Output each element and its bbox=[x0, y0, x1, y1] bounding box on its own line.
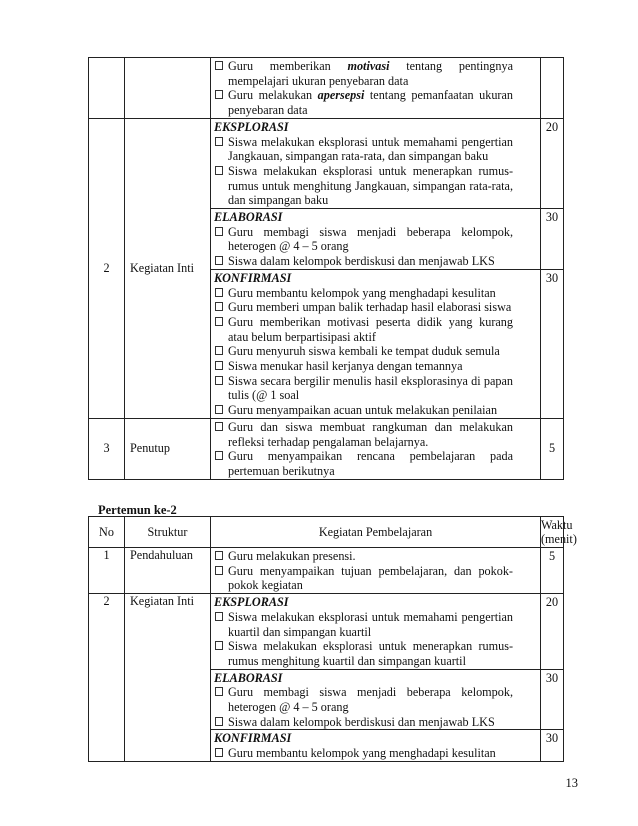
cell-kegiatan bbox=[211, 269, 541, 418]
checkbox-bullet-icon bbox=[215, 551, 223, 560]
cell-struktur: Kegiatan Inti bbox=[125, 594, 211, 762]
activity-item bbox=[214, 420, 513, 449]
activity-item bbox=[214, 374, 513, 403]
activity-item bbox=[214, 715, 513, 730]
checkbox-bullet-icon bbox=[215, 256, 223, 265]
cell-waktu: 30 bbox=[541, 669, 564, 730]
checkbox-bullet-icon bbox=[215, 641, 223, 650]
checkbox-bullet-icon bbox=[215, 566, 223, 575]
activity-item bbox=[214, 610, 513, 639]
cell-kegiatan bbox=[211, 418, 541, 479]
cell-kegiatan bbox=[211, 209, 541, 270]
table-row bbox=[89, 594, 564, 670]
activity-text: Guru membagi siswa menjadi beberapa kelompok, heterogen @ 4 – 5 orang bbox=[228, 685, 513, 715]
table-header-row bbox=[89, 517, 564, 548]
checkbox-bullet-icon bbox=[215, 90, 223, 99]
activity-item bbox=[214, 403, 513, 418]
activity-item bbox=[214, 59, 513, 88]
cell-no: 2 bbox=[89, 118, 125, 418]
activity-text: Siswa melakukan eksplorasi untuk menerapkan rumus-rumus menghitung kuartil dan simpangan kuartil bbox=[228, 639, 513, 668]
header-kegiatan: Kegiatan Pembelajaran bbox=[211, 517, 541, 548]
activity-text: Guru menyampaikan tujuan pembelajaran, dan pokok-pokok kegiatan bbox=[228, 563, 513, 593]
checkbox-bullet-icon bbox=[215, 302, 223, 311]
checkbox-bullet-icon bbox=[215, 227, 223, 236]
checkbox-bullet-icon bbox=[215, 748, 223, 757]
activity-text: Siswa dalam kelompok berdiskusi dan menjawab LKS bbox=[228, 714, 495, 729]
table-row bbox=[89, 548, 564, 594]
table-row bbox=[89, 58, 564, 119]
activity-text: Guru memberi umpan balik terhadap hasil elaborasi siswa bbox=[228, 300, 512, 315]
activity-text: Guru menyuruh siswa kembali ke tempat duduk semula bbox=[228, 344, 500, 359]
activity-item bbox=[214, 300, 513, 315]
cell-no: 1 bbox=[89, 548, 125, 594]
cell-struktur bbox=[125, 58, 211, 119]
phase-label: ELABORASI bbox=[214, 670, 283, 685]
activity-text: Siswa dalam kelompok berdiskusi dan menjawab LKS bbox=[228, 254, 495, 269]
activity-item bbox=[214, 254, 513, 269]
phase-label: KONFIRMASI bbox=[214, 270, 292, 285]
checkbox-bullet-icon bbox=[215, 376, 223, 385]
cell-no bbox=[89, 58, 125, 119]
checkbox-bullet-icon bbox=[215, 137, 223, 146]
cell-kegiatan bbox=[211, 669, 541, 730]
cell-kegiatan bbox=[211, 118, 541, 208]
checkbox-bullet-icon bbox=[215, 451, 223, 460]
checkbox-bullet-icon bbox=[215, 317, 223, 326]
activity-text: Siswa melakukan eksplorasi untuk menerapkan rumus-rumus untuk menghitung Jangkauan, simpangan rata-rata, dan simpangan baku bbox=[228, 163, 513, 208]
phase-label: KONFIRMASI bbox=[214, 731, 292, 746]
activity-text: Guru membantu kelompok yang menghadapi kesulitan bbox=[228, 285, 496, 300]
checkbox-bullet-icon bbox=[215, 687, 223, 696]
activity-item bbox=[214, 639, 513, 668]
checkbox-bullet-icon bbox=[215, 717, 223, 726]
activity-text: Siswa secara bergilir menulis hasil eksplorasinya di papan tulis (@ 1 soal bbox=[228, 373, 513, 403]
activity-item bbox=[214, 344, 513, 359]
activity-text: Guru membagi siswa menjadi beberapa kelompok, heterogen @ 4 – 5 orang bbox=[228, 224, 513, 254]
cell-waktu: 20 bbox=[541, 118, 564, 208]
cell-struktur: Penutup bbox=[125, 418, 211, 479]
cell-waktu: 20 bbox=[541, 594, 564, 670]
cell-waktu: 30 bbox=[541, 269, 564, 418]
header-waktu: Waktu (menit) bbox=[541, 518, 577, 546]
activity-text: Guru membantu kelompok yang menghadapi kesulitan bbox=[228, 746, 496, 761]
activity-text: Guru melakukan apersepsi tentang pemanfaatan ukuran penyebaran data bbox=[228, 88, 513, 118]
activity-text: Siswa melakukan eksplorasi untuk memahami pengertian Jangkauan, simpangan rata-rata, dan simpangan baku bbox=[228, 134, 513, 164]
table-row bbox=[89, 418, 564, 479]
activity-text: Siswa menukar hasil kerjanya dengan temannya bbox=[228, 359, 463, 374]
cell-no: 3 bbox=[89, 418, 125, 479]
cell-waktu: 30 bbox=[541, 730, 564, 761]
activity-item bbox=[214, 449, 513, 478]
cell-kegiatan bbox=[211, 548, 541, 594]
cell-waktu: 5 bbox=[541, 548, 564, 594]
checkbox-bullet-icon bbox=[215, 166, 223, 175]
cell-waktu: 30 bbox=[541, 209, 564, 270]
header-no: No bbox=[89, 517, 125, 548]
phase-label: EKSPLORASI bbox=[214, 595, 289, 610]
checkbox-bullet-icon bbox=[215, 61, 223, 70]
activity-text: Guru melakukan presensi. bbox=[228, 549, 356, 563]
checkbox-bullet-icon bbox=[215, 346, 223, 355]
cell-waktu bbox=[541, 58, 564, 119]
activity-item bbox=[214, 315, 513, 344]
activity-item bbox=[214, 685, 513, 714]
activity-text: Guru memberikan motivasi peserta didik yang kurang atau belum berpartisipasi aktif bbox=[228, 314, 513, 344]
activity-item bbox=[214, 225, 513, 254]
checkbox-bullet-icon bbox=[215, 405, 223, 414]
activity-text: Guru menyampaikan rencana pembelajaran pada pertemuan berikutnya bbox=[228, 449, 513, 478]
activity-item bbox=[214, 286, 513, 301]
section-title: Pertemun ke-2 bbox=[98, 503, 177, 517]
checkbox-bullet-icon bbox=[215, 288, 223, 297]
activity-item bbox=[214, 88, 513, 117]
phase-label: ELABORASI bbox=[214, 210, 283, 225]
checkbox-bullet-icon bbox=[215, 361, 223, 370]
cell-waktu: 5 bbox=[541, 418, 564, 479]
phase-label: EKSPLORASI bbox=[214, 119, 289, 134]
header-struktur: Struktur bbox=[125, 517, 211, 548]
page-number: 13 bbox=[565, 776, 578, 790]
lesson-table-meeting-2 bbox=[88, 516, 577, 762]
activity-text: Siswa melakukan eksplorasi untuk memahami pengertian kuartil dan simpangan kuartil bbox=[228, 609, 513, 639]
cell-kegiatan bbox=[211, 730, 541, 761]
activity-item bbox=[214, 746, 513, 761]
table-row bbox=[89, 118, 564, 208]
activity-text: Guru menyampaikan acuan untuk melakukan penilaian bbox=[228, 403, 498, 418]
checkbox-bullet-icon bbox=[215, 612, 223, 621]
cell-kegiatan bbox=[211, 594, 541, 670]
activity-item bbox=[214, 135, 513, 164]
activity-text: Guru dan siswa membuat rangkuman dan melakukan refleksi terhadap pengalaman belajarnya. bbox=[228, 419, 513, 449]
activity-item bbox=[214, 564, 513, 593]
activity-item bbox=[214, 549, 513, 564]
cell-kegiatan bbox=[211, 58, 541, 119]
lesson-table-meeting-1 bbox=[88, 57, 564, 480]
cell-no: 2 bbox=[89, 594, 125, 762]
checkbox-bullet-icon bbox=[215, 422, 223, 431]
activity-text: Guru memberikan motivasi tentang pentingnya mempelajari ukuran penyebaran data bbox=[228, 59, 514, 88]
activity-item bbox=[214, 359, 513, 374]
cell-struktur: Pendahuluan bbox=[125, 548, 211, 594]
activity-item bbox=[214, 164, 513, 208]
cell-struktur: Kegiatan Inti bbox=[125, 118, 211, 418]
